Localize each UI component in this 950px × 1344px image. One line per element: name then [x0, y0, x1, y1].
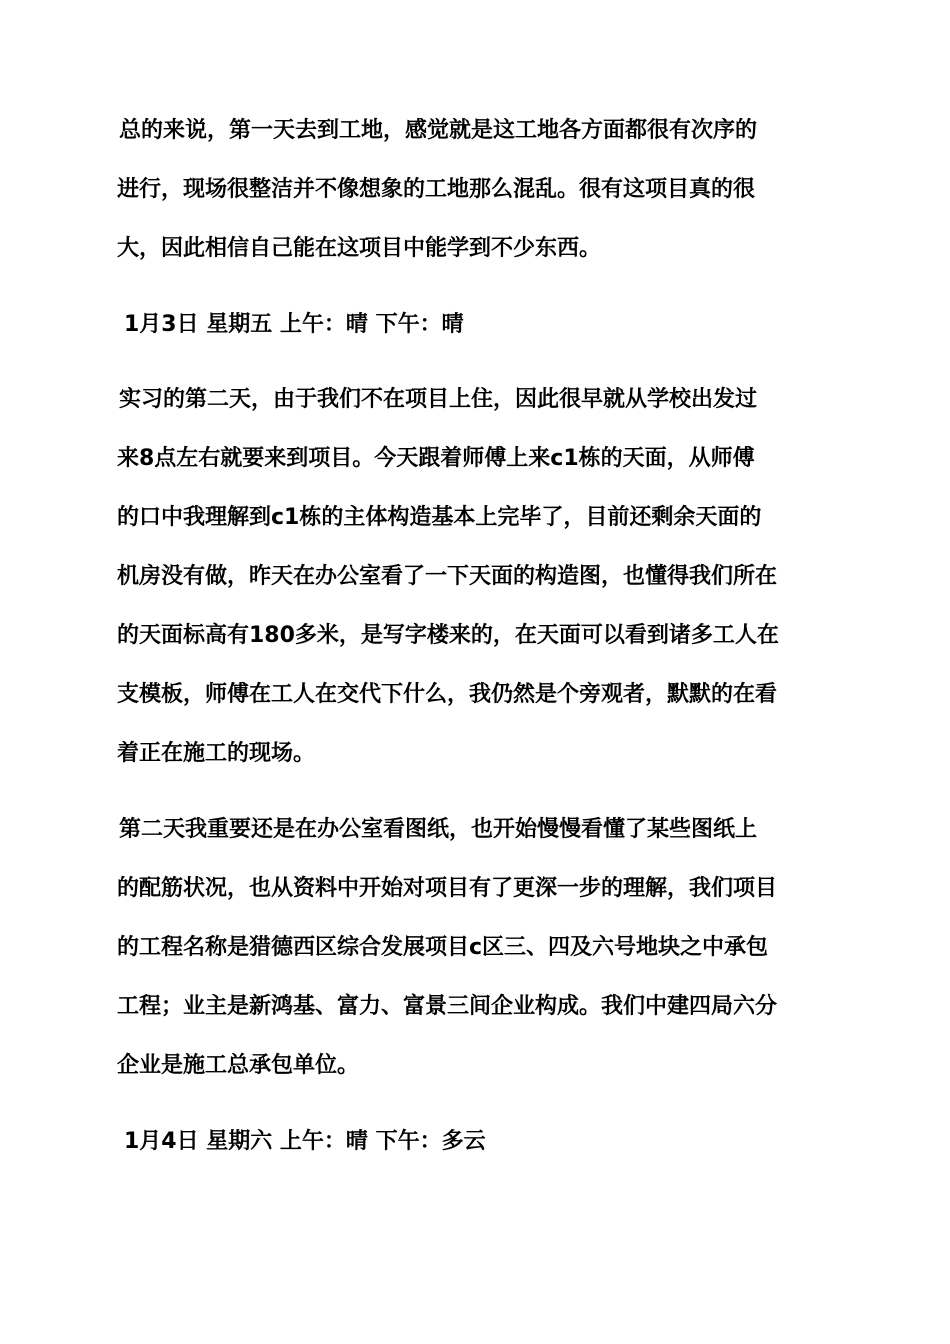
text-line — [117, 562, 950, 592]
text-line — [117, 739, 950, 769]
text-line — [117, 234, 950, 264]
text-line — [117, 175, 950, 205]
text-line-content: 机房没有做，昨天在办公室看了一下天面的构造图，也懂得我们所在 — [117, 564, 778, 589]
text-line — [119, 385, 950, 415]
text-line-content: 着正在施工的现场。 — [117, 741, 316, 766]
text-line-content: 总的来说，第一天去到工地，感觉就是这工地各方面都很有次序的 — [119, 118, 758, 143]
text-line-content: 1月4日 星期六 上午：晴 下午：多云 — [124, 1129, 486, 1154]
text-line — [117, 933, 950, 963]
text-line — [117, 874, 950, 904]
date-heading — [124, 1127, 950, 1157]
text-line — [117, 503, 950, 533]
text-line-content: 进行，现场很整洁并不像想象的工地那么混乱。很有这项目真的很 — [117, 177, 756, 202]
text-line-content: 工程；业主是新鸿基、富力、富景三间企业构成。我们中建四局六分 — [117, 994, 778, 1019]
text-line-content: 支模板，师傅在工人在交代下什么，我仍然是个旁观者，默默的在看 — [117, 682, 778, 707]
text-line-content: 的天面标高有180多米，是写字楼来的，在天面可以看到诸多工人在 — [117, 623, 779, 648]
text-line-content: 的口中我理解到c1栋的主体构造基本上完毕了，目前还剩余天面的 — [117, 505, 762, 530]
date-heading — [124, 310, 950, 340]
text-line-content: 的配筋状况，也从资料中开始对项目有了更深一步的理解，我们项目 — [117, 876, 778, 901]
text-line-content: 企业是施工总承包单位。 — [117, 1053, 360, 1078]
text-line — [117, 444, 950, 474]
text-line — [117, 680, 950, 710]
text-line — [117, 621, 950, 651]
text-line-content: 1月3日 星期五 上午：晴 下午：晴 — [124, 312, 464, 337]
text-line-content: 的工程名称是猎德西区综合发展项目c区三、四及六号地块之中承包 — [117, 935, 769, 960]
text-line — [119, 815, 950, 845]
text-line-content: 来8点左右就要来到项目。今天跟着师傅上来c1栋的天面，从师傅 — [117, 446, 755, 471]
text-line-content: 第二天我重要还是在办公室看图纸，也开始慢慢看懂了某些图纸上 — [119, 817, 758, 842]
text-line — [117, 992, 950, 1022]
text-line-content: 大，因此相信自己能在这项目中能学到不少东西。 — [117, 236, 602, 261]
text-line — [119, 116, 950, 146]
text-line-content: 实习的第二天，由于我们不在项目上住，因此很早就从学校出发过 — [119, 387, 758, 412]
text-line — [117, 1051, 950, 1081]
